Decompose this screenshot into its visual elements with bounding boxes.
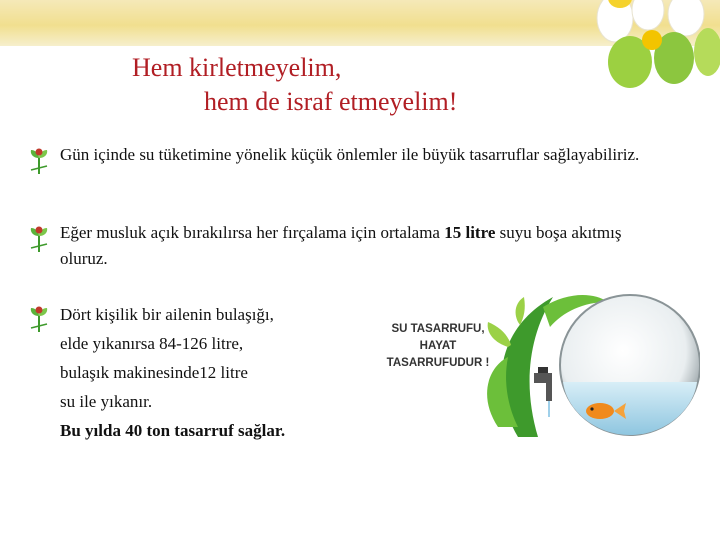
plant-bullet-icon (28, 302, 50, 334)
bullet-item (28, 220, 648, 272)
title-line-2: hem de israf etmeyelim! (204, 87, 458, 116)
water-saving-poster (368, 287, 700, 443)
bullet-text-bold: 15 litre (444, 223, 496, 242)
poster-line: TASARRUFUDUR ! (386, 357, 490, 369)
bullet-line: su ile yıkanır. (60, 392, 153, 411)
title-line-1: Hem kirletmeyelim, (132, 53, 342, 82)
flower-decoration-icon (590, 0, 720, 110)
poster-line: SU TASARRUFU, (391, 323, 485, 335)
bullet-line: elde yıkanırsa 84-126 litre, (60, 334, 244, 353)
faucet-icon (534, 367, 552, 417)
bullet-text-before: Eğer musluk açık bırakılırsa her fırçalama için ortalama (60, 223, 445, 242)
bullet-item (28, 300, 348, 445)
plant-bullet-icon (28, 144, 50, 176)
bullet-text: Gün içinde su tüketimine yönelik küçük önlemler ile büyük tasarruflar sağlayabiliriz. (60, 145, 640, 164)
poster-line: HAYAT (419, 340, 457, 352)
poster-slogan (378, 321, 498, 372)
bullet-text (60, 220, 648, 272)
bullet-text-after: suyu boşa akıtmış oluruz. (60, 223, 622, 268)
bullet-line: Dört kişilik bir ailenin bulaşığı, (60, 305, 274, 324)
plant-bullet-icon (28, 222, 50, 254)
bullet-bold-line: Bu yılda 40 ton tasarruf sağlar. (60, 421, 286, 440)
bullet-item (28, 142, 648, 168)
bullet-text (60, 300, 348, 445)
bullet-line: bulaşık makinesinde12 litre (60, 363, 248, 382)
